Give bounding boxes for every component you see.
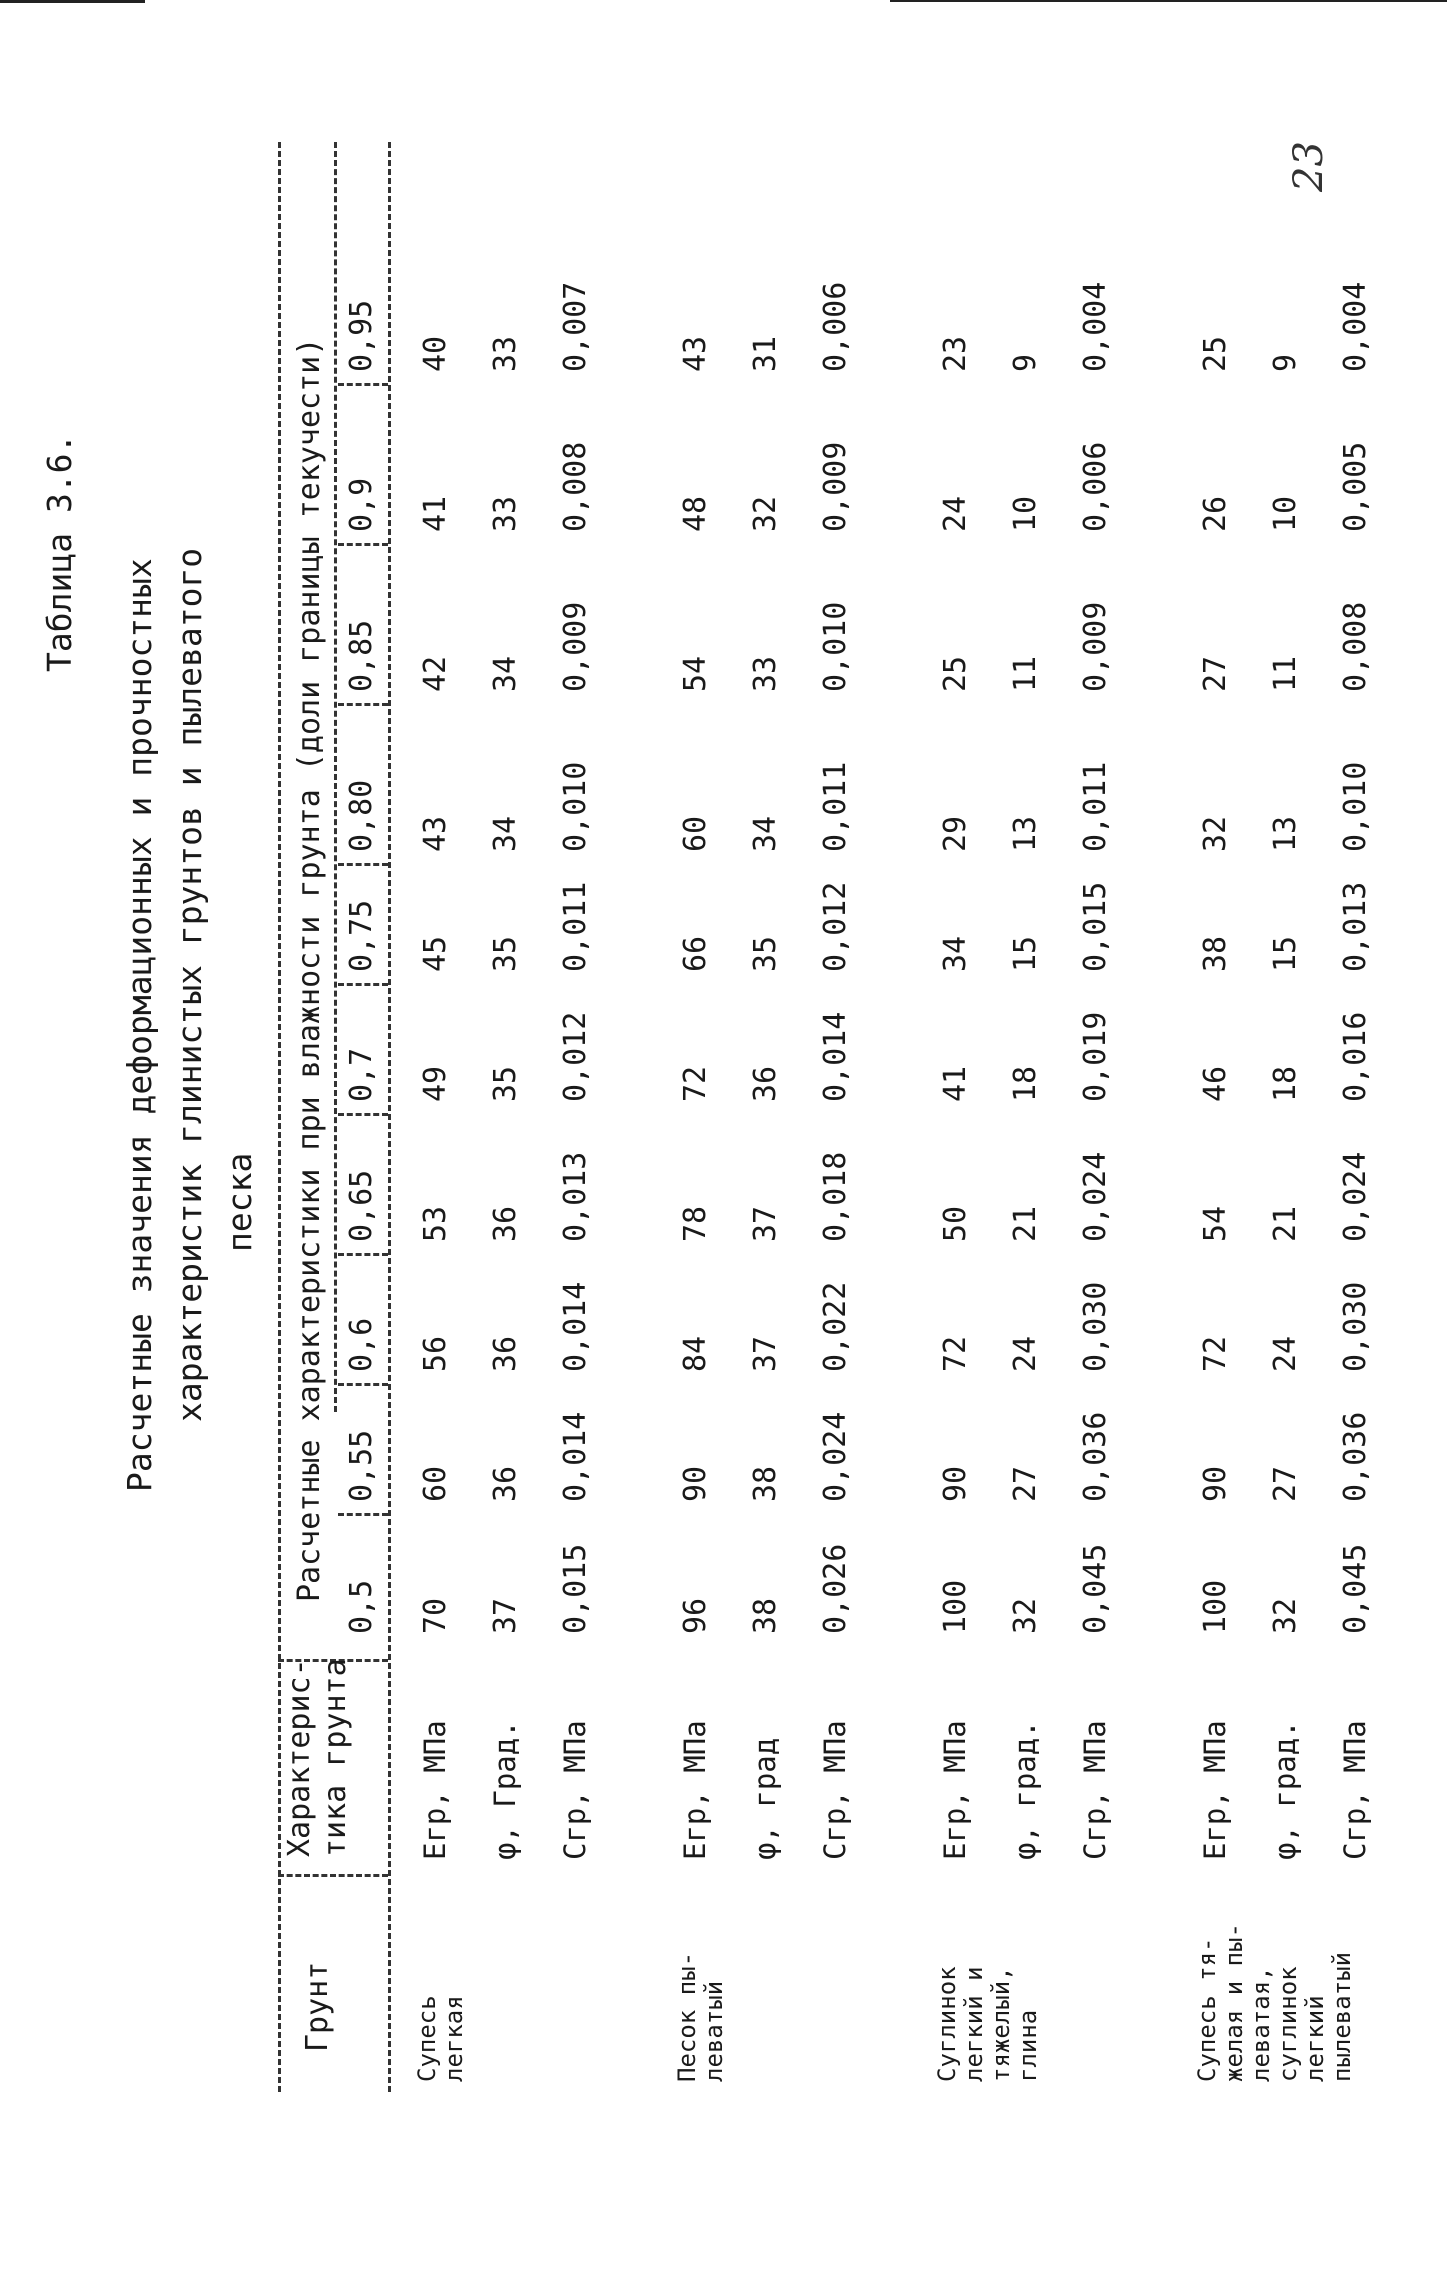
table-cell: 0,045 [1078, 1543, 1113, 1634]
table-cell: 72 [938, 1335, 973, 1372]
table-cell: 36 [488, 1205, 523, 1242]
table-cell: 0,011 [1078, 761, 1113, 852]
table-cell: 24 [938, 495, 973, 532]
table-cell: 0,007 [558, 281, 593, 372]
data-table [278, 142, 1398, 2092]
header-soil: Грунт [300, 1961, 335, 2052]
table-cell: 32 [748, 495, 783, 532]
table-cell: 18 [1008, 1065, 1043, 1102]
table-cell: 84 [678, 1335, 713, 1372]
table-cell: 32 [1268, 1597, 1303, 1634]
moisture-header-6: 0,80 [344, 779, 379, 852]
table-cell: 0,011 [818, 761, 853, 852]
soil-name: Супесь легкая [413, 1995, 468, 2082]
table-cell: 0,010 [1338, 761, 1373, 852]
characteristic-label: φ, Град. [488, 1720, 522, 1860]
table-title-line-1: Расчетные значения деформационных и прочностных [120, 558, 159, 1492]
table-cell: 37 [488, 1597, 523, 1634]
table-cell: 9 [1008, 353, 1043, 372]
moisture-header-3: 0,65 [344, 1169, 379, 1242]
table-cell: 0,005 [1338, 441, 1373, 532]
table-cell: 15 [1268, 935, 1303, 972]
characteristic-label: Cгр, МПа [818, 1720, 852, 1860]
table-cell: 70 [418, 1597, 453, 1634]
table-cell: 0,030 [1078, 1281, 1113, 1372]
table-cell: 21 [1268, 1205, 1303, 1242]
header-characteristic: Характерис- тика грунта [282, 1658, 353, 1857]
characteristic-label: Eгр, МПа [1198, 1720, 1232, 1860]
table-cell: 27 [1008, 1465, 1043, 1502]
table-cell: 0,010 [558, 761, 593, 852]
table-cell: 36 [488, 1465, 523, 1502]
table-cell: 18 [1268, 1065, 1303, 1102]
moisture-header-2: 0,6 [344, 1317, 379, 1372]
characteristic-label: Cгр, МПа [558, 1720, 592, 1860]
characteristic-label: Cгр, МПа [1078, 1720, 1112, 1860]
table-cell: 0,010 [818, 601, 853, 692]
table-cell: 0,016 [1338, 1011, 1373, 1102]
table-cell: 0,015 [1078, 881, 1113, 972]
table-cell: 0,019 [1078, 1011, 1113, 1102]
table-cell: 10 [1008, 495, 1043, 532]
table-cell: 46 [1198, 1065, 1233, 1102]
table-cell: 45 [418, 935, 453, 972]
table-cell: 35 [748, 935, 783, 972]
table-cell: 0,012 [558, 1011, 593, 1102]
table-cell: 0,015 [558, 1543, 593, 1634]
soil-name: Супесь тя- желая и пы- леватая, суглинок легкий пылеватый [1193, 1923, 1356, 2082]
table-cell: 35 [488, 935, 523, 972]
header-group: Расчетные характеристики при влажности грунта (доли границы текучести) [292, 337, 327, 1602]
moisture-column-divider [338, 543, 388, 546]
table-cell: 32 [1008, 1597, 1043, 1634]
table-cell: 10 [1268, 495, 1303, 532]
table-cell: 27 [1268, 1465, 1303, 1502]
characteristic-label: φ, град. [1008, 1720, 1042, 1860]
table-cell: 0,018 [818, 1151, 853, 1242]
moisture-column-divider [338, 1113, 388, 1116]
moisture-column-divider [338, 1513, 388, 1516]
table-cell: 0,022 [818, 1281, 853, 1372]
table-cell: 11 [1008, 655, 1043, 692]
table-label: Таблица 3.6. [40, 433, 79, 672]
table-cell: 26 [1198, 495, 1233, 532]
header-bottom-rule [388, 142, 391, 2092]
table-cell: 35 [488, 1065, 523, 1102]
table-cell: 48 [678, 495, 713, 532]
moisture-column-divider [338, 383, 388, 386]
table-cell: 0,008 [558, 441, 593, 532]
moisture-header-1: 0,55 [344, 1429, 379, 1502]
soil-name: Суглинок легкий и тяжелый, глина [933, 1966, 1042, 2082]
table-cell: 0,009 [1078, 601, 1113, 692]
table-cell: 9 [1268, 353, 1303, 372]
table-cell: 0,006 [1078, 441, 1113, 532]
table-cell: 0,014 [558, 1281, 593, 1372]
table-cell: 100 [1198, 1579, 1233, 1634]
table-cell: 25 [938, 655, 973, 692]
group-header-rule [334, 142, 337, 1412]
table-cell: 15 [1008, 935, 1043, 972]
table-cell: 36 [748, 1065, 783, 1102]
table-cell: 0,013 [558, 1151, 593, 1242]
table-cell: 0,004 [1338, 281, 1373, 372]
table-cell: 41 [418, 495, 453, 532]
table-cell: 49 [418, 1065, 453, 1102]
table-cell: 96 [678, 1597, 713, 1634]
table-cell: 0,036 [1338, 1411, 1373, 1502]
table-cell: 50 [938, 1205, 973, 1242]
table-cell: 72 [1198, 1335, 1233, 1372]
table-cell: 13 [1008, 815, 1043, 852]
characteristic-label: φ, град [748, 1737, 782, 1860]
table-cell: 11 [1268, 655, 1303, 692]
table-cell: 0,004 [1078, 281, 1113, 372]
table-cell: 0,014 [558, 1411, 593, 1502]
characteristic-label: Eгр, МПа [938, 1720, 972, 1860]
table-cell: 72 [678, 1065, 713, 1102]
characteristic-label: Eгр, МПа [678, 1720, 712, 1860]
table-cell: 42 [418, 655, 453, 692]
table-cell: 0,013 [1338, 881, 1373, 972]
moisture-header-8: 0,9 [344, 477, 379, 532]
table-cell: 100 [938, 1579, 973, 1634]
table-cell: 0,030 [1338, 1281, 1373, 1372]
table-cell: 53 [418, 1205, 453, 1242]
table-cell: 34 [488, 815, 523, 852]
table-cell: 0,012 [818, 881, 853, 972]
table-cell: 41 [938, 1065, 973, 1102]
table-cell: 33 [748, 655, 783, 692]
table-cell: 90 [1198, 1465, 1233, 1502]
table-cell: 43 [418, 815, 453, 852]
table-cell: 78 [678, 1205, 713, 1242]
table-cell: 24 [1008, 1335, 1043, 1372]
table-cell: 33 [488, 335, 523, 372]
table-cell: 25 [1198, 335, 1233, 372]
moisture-header-0: 0,5 [344, 1579, 379, 1634]
table-cell: 0,014 [818, 1011, 853, 1102]
table-cell: 23 [938, 335, 973, 372]
table-cell: 56 [418, 1335, 453, 1372]
moisture-column-divider [338, 1253, 388, 1256]
table-cell: 60 [678, 815, 713, 852]
table-cell: 37 [748, 1205, 783, 1242]
column-divider-soil [278, 1874, 388, 1877]
page-number: 23 [1286, 141, 1332, 192]
characteristic-label: Eгр, МПа [418, 1720, 452, 1860]
moisture-column-divider [338, 983, 388, 986]
table-cell: 0,006 [818, 281, 853, 372]
table-cell: 0,009 [558, 601, 593, 692]
table-top-rule [278, 142, 281, 2092]
table-cell: 0,009 [818, 441, 853, 532]
table-cell: 31 [748, 335, 783, 372]
table-cell: 34 [748, 815, 783, 852]
table-cell: 0,026 [818, 1543, 853, 1634]
table-cell: 0,024 [1338, 1151, 1373, 1242]
table-cell: 0,011 [558, 881, 593, 972]
table-cell: 37 [748, 1335, 783, 1372]
table-cell: 54 [678, 655, 713, 692]
table-cell: 90 [678, 1465, 713, 1502]
table-cell: 54 [1198, 1205, 1233, 1242]
table-cell: 66 [678, 935, 713, 972]
table-cell: 34 [488, 655, 523, 692]
table-cell: 60 [418, 1465, 453, 1502]
table-cell: 21 [1008, 1205, 1043, 1242]
moisture-header-5: 0,75 [344, 899, 379, 972]
characteristic-label: φ, град. [1268, 1720, 1302, 1860]
table-title-line-2: характеристик глинистых грунтов и пылеватого [170, 547, 209, 1422]
table-cell: 0,024 [1078, 1151, 1113, 1242]
table-cell: 40 [418, 335, 453, 372]
moisture-header-7: 0,85 [344, 619, 379, 692]
moisture-header-9: 0,95 [344, 299, 379, 372]
table-cell: 34 [938, 935, 973, 972]
moisture-column-divider [338, 703, 388, 706]
characteristic-label: Cгр, МПа [1338, 1720, 1372, 1860]
moisture-column-divider [338, 863, 388, 866]
moisture-header-4: 0,7 [344, 1047, 379, 1102]
table-cell: 38 [1198, 935, 1233, 972]
table-title-line-3: песка [220, 1152, 259, 1252]
moisture-column-divider [338, 1383, 388, 1386]
table-cell: 29 [938, 815, 973, 852]
table-cell: 36 [488, 1335, 523, 1372]
table-cell: 0,024 [818, 1411, 853, 1502]
table-cell: 32 [1198, 815, 1233, 852]
table-cell: 33 [488, 495, 523, 532]
table-cell: 38 [748, 1597, 783, 1634]
table-cell: 0,045 [1338, 1543, 1373, 1634]
table-cell: 24 [1268, 1335, 1303, 1372]
table-cell: 0,008 [1338, 601, 1373, 692]
table-cell: 13 [1268, 815, 1303, 852]
table-cell: 27 [1198, 655, 1233, 692]
table-cell: 38 [748, 1465, 783, 1502]
table-cell: 0,036 [1078, 1411, 1113, 1502]
table-cell: 90 [938, 1465, 973, 1502]
table-cell: 43 [678, 335, 713, 372]
soil-name: Песок пы- леватый [673, 1951, 728, 2082]
